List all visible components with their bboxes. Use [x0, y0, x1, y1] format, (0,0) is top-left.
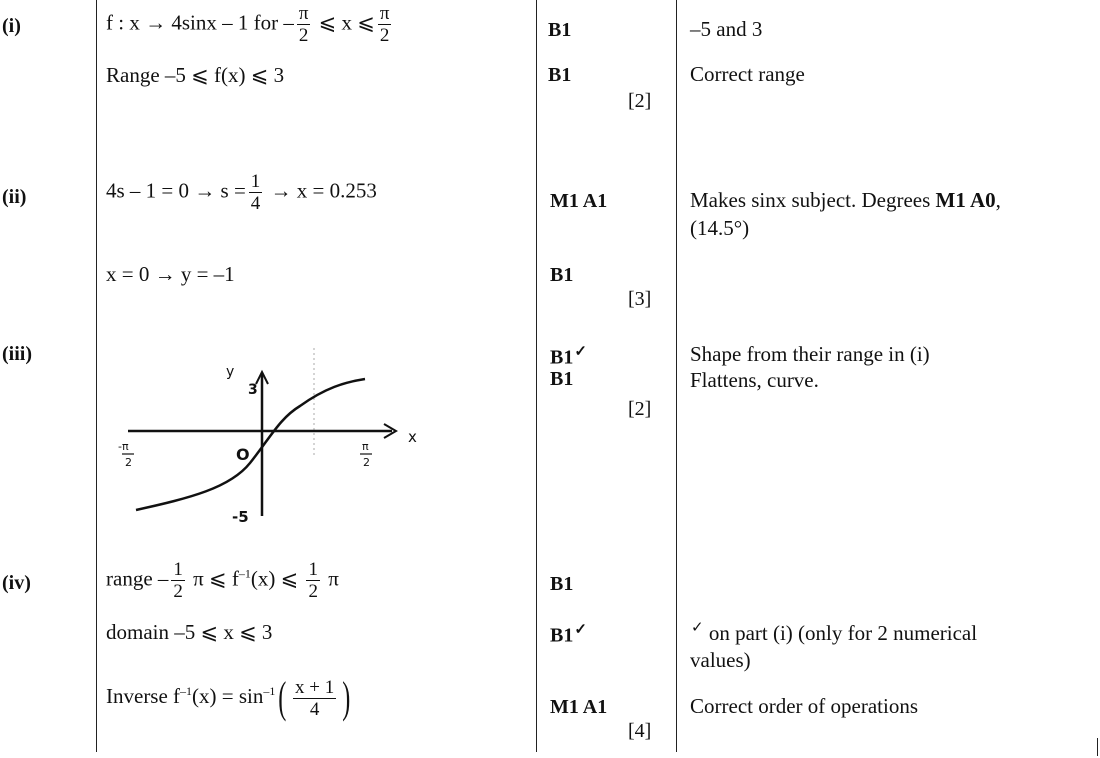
mark-p1-2: B1	[548, 64, 572, 86]
fraction-half-2: $\frac{1}{2}$	[308, 559, 318, 602]
comment-p3-2: Flattens, curve.	[690, 368, 819, 392]
mark-p2-2: B1	[550, 264, 574, 286]
pos-pi-label: π	[362, 440, 369, 453]
comment-p4-1: ✓ on part (i) (only for 2 numerical	[691, 620, 978, 645]
inverse-range: range – $\frac{1}{2}$ π ⩽ $f^{-1}(x)$ ⩽ $\frac{1}{2}$ π	[106, 559, 339, 602]
y-axis-label: y	[226, 364, 235, 380]
left-paren: (	[278, 673, 287, 722]
comment-p1-1: –5 and 3	[690, 17, 763, 41]
origin-label: O	[236, 445, 250, 464]
follow-through-tick-icon: ✓	[691, 620, 704, 636]
follow-through-tick-icon: ✓	[574, 622, 587, 638]
total-p3: [2]	[628, 398, 652, 420]
part-label-ii: (ii)	[2, 186, 27, 208]
mark-p1-1: B1	[548, 19, 572, 41]
neg-pi-den-label: 2	[125, 456, 132, 469]
comment-p2-2: (14.5°)	[690, 216, 750, 240]
mark-p3-2: B1	[550, 368, 574, 390]
column-divider-3	[676, 0, 677, 752]
x-axis-label: x	[408, 428, 417, 446]
part-label-i: (i)	[2, 15, 21, 37]
neg-pi-label: -π	[118, 440, 129, 453]
comment-p1-2: Correct range	[690, 62, 805, 86]
mark-p4-1: B1	[550, 573, 574, 595]
intercept-equation: x = 0 → y = –1	[106, 262, 235, 286]
mark-p4-3: M1 A1	[550, 696, 608, 718]
right-paren: )	[342, 673, 351, 722]
mark-p3-1: B1✓	[550, 344, 587, 369]
column-divider-1	[96, 0, 97, 752]
range-statement: Range –5 ⩽ f(x) ⩽ 3	[106, 63, 285, 87]
solve-equation: 4s – 1 = 0 → s = $\frac{1}{4}$ → x = 0.253	[106, 171, 377, 214]
follow-through-tick-icon: ✓	[574, 344, 587, 360]
fraction-x-plus-1-over-4: $\frac{x + 1}{4}$	[295, 676, 335, 720]
comment-p4-1b: values)	[690, 648, 751, 672]
total-p1: [2]	[628, 90, 652, 112]
comment-p2-1: Makes sinx subject. Degrees M1 A0,	[690, 188, 1001, 212]
fraction-one-quarter: $\frac{1}{4}$	[250, 171, 261, 214]
mark-p2-1: M1 A1	[550, 190, 608, 212]
sketched-curve	[136, 379, 365, 510]
total-p2: [3]	[628, 288, 652, 310]
fraction-half-1: $\frac{1}{2}$	[173, 559, 183, 602]
inverse-function: Inverse $f^{-1}(x) = \sin^{-1}$( $\frac{x + 1}{4}$ )	[106, 673, 351, 722]
sketch-graph	[100, 338, 440, 528]
comment-p4-2: Correct order of operations	[690, 694, 918, 718]
pos-pi-den-label: 2	[363, 456, 370, 469]
total-p4: [4]	[628, 720, 652, 742]
part-label-iv: (iv)	[2, 572, 31, 594]
inverse-domain: domain –5 ⩽ x ⩽ 3	[106, 620, 273, 644]
function-definition: f : x → 4sinx – 1 for – $\frac{\pi}{2}$ ⩽ x ⩽ $\frac{\pi}{2}$	[106, 3, 390, 46]
comment-p3-1: Shape from their range in (i)	[690, 342, 930, 366]
edge-mark	[1097, 738, 1098, 756]
fraction-pi-over-2: $\frac{\pi}{2}$	[379, 3, 390, 46]
part-label-iii: (iii)	[2, 343, 32, 365]
y-three-label: 3	[248, 382, 258, 398]
minus-five-label: -5	[232, 508, 249, 526]
mark-p4-2: B1✓	[550, 622, 587, 647]
fraction-minus-pi-over-2: $\frac{\pi}{2}$	[298, 3, 309, 46]
column-divider-2	[536, 0, 537, 752]
